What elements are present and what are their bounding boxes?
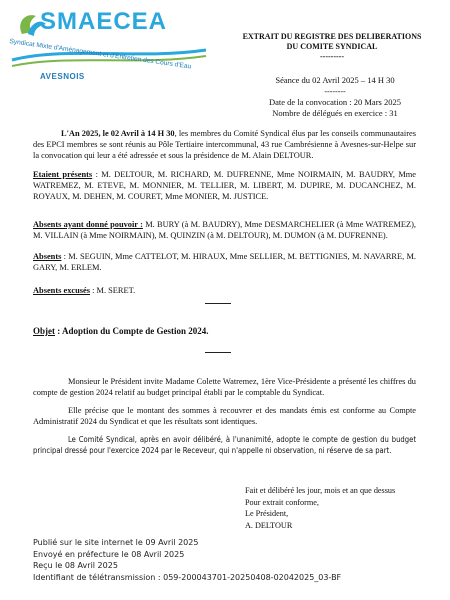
absents-paragraph bbox=[33, 251, 416, 273]
pouvoir-paragraph bbox=[33, 219, 416, 241]
excuses-label: Absents excusés bbox=[33, 286, 90, 295]
separator-2 bbox=[205, 352, 231, 353]
convocation-date: Date de la convocation : 20 Mars 2025 bbox=[269, 97, 401, 107]
logo-tagline: Syndicat Mixte d'Aménagement et d'Entretien des Cours d'Eau bbox=[9, 38, 192, 71]
transmission-footer bbox=[33, 537, 341, 583]
intro-text: , les membres du Comité Syndical élus par les conseils communautaires des EPCI membres se sont réunis au Pôle Tertiaire intercommunal, 43 rue Cambrésienne à Avesnes-sur-Helpe sur la convocation qui leur a été adressée et sous la présidence de M. Alain DELTOUR. bbox=[33, 129, 416, 160]
signature-line-3: Le Président, bbox=[245, 509, 289, 518]
excuses-paragraph bbox=[33, 285, 416, 296]
logo-place: AVESNOIS bbox=[40, 72, 85, 81]
separator-1 bbox=[205, 303, 231, 304]
objet-label: Objet bbox=[33, 326, 55, 336]
header-line-3: --------- bbox=[320, 52, 344, 61]
footer-identifiant: Identifiant de télétransmission : 059-200043701-20250408-02042025_03-BF bbox=[33, 572, 342, 582]
signature-line-1: Fait et délibéré les jour, mois et an que dessus bbox=[245, 486, 396, 495]
body-paragraph-3: Le Comité Syndical, après en avoir délibéré, à l'unanimité, adopte le compte de gestion du budget principal dressé pour l'exercice 2024 par le Receveur, qui n'appelle ni observation, ni réserve de sa part. bbox=[33, 435, 416, 455]
signature-line-2: Pour extrait conforme, bbox=[245, 497, 319, 507]
logo-name: SMAECEA bbox=[40, 8, 168, 35]
objet-line bbox=[33, 326, 209, 336]
absents-text: : M. SEGUIN, Mme CATTELOT, M. HIRAUX, Mme SELLIER, M. BETTIGNIES, M. NAVARRE, M. GARY, M. ERLEM. bbox=[33, 252, 416, 272]
excuses-text: : M. SERET. bbox=[90, 286, 136, 295]
intro-lead: L'An 2025, le 02 Avril à 14 H 30 bbox=[61, 129, 175, 138]
seance-block bbox=[230, 75, 440, 119]
president-name: A. DELTOUR bbox=[245, 520, 293, 530]
footer-publie: Publié sur le site internet le 09 Avril 2025 bbox=[33, 538, 199, 547]
presents-paragraph bbox=[33, 169, 416, 202]
header-line-2: DU COMITE SYNDICAL bbox=[286, 42, 378, 51]
signature-block bbox=[245, 485, 435, 531]
footer-recu: Reçu le 08 Avril 2025 bbox=[33, 561, 118, 570]
absents-label: Absents bbox=[33, 252, 62, 261]
registry-header bbox=[232, 32, 432, 62]
body-paragraph-1: Monsieur le Président invite Madame Colette Watremez, 1ère Vice-Présidente a présenté les chiffres du compte de gestion 2024 relatif au budget principal établi par le comptable du Syndicat. bbox=[33, 377, 416, 397]
delegates-count: Nombre de délégués en exercice : 31 bbox=[272, 108, 398, 118]
smaecea-logo bbox=[8, 4, 208, 92]
objet-text: : Adoption du Compte de Gestion 2024. bbox=[55, 326, 209, 336]
seance-dots: -------- bbox=[324, 87, 346, 96]
footer-envoye: Envoyé en préfecture le 08 Avril 2025 bbox=[33, 549, 185, 559]
intro-paragraph bbox=[33, 128, 416, 161]
pouvoir-text: M. BURY (à M. BAUDRY), Mme DESMARCHELIER (à Mme WATREMEZ), M. VILLAIN (à Mme NOIRMAIN), M. QUINZIN (à M. DELTOUR), M. DUMON (à M. DUFRENNE). bbox=[33, 220, 416, 240]
presents-text: : M. DELTOUR, M. RICHARD, M. DUFRENNE, Mme NOIRMAIN, M. BAUDRY, Mme WATREMEZ, M. ETEVE, M. MONNIER, M. TELLIER, M. LIBERT, M. DUPIRE, M. DUCANCHEZ, M. ROYAUX, M. DEHEN, M. COURET, Mme MONIER, M. JUSTICE. bbox=[33, 170, 416, 201]
body-paragraph-2: Elle précise que le montant des sommes à recouvrer et des mandats émis est conforme au Compte Administratif 2024 du Syndicat et que les résultats sont identiques. bbox=[33, 406, 416, 426]
presents-label: Etaient présents bbox=[33, 170, 93, 179]
pouvoir-label: Absents ayant donné pouvoir : bbox=[33, 220, 143, 229]
seance-date: Séance du 02 Avril 2025 – 14 H 30 bbox=[275, 75, 395, 85]
header-line-1: EXTRAIT DU REGISTRE DES DELIBERATIONS bbox=[242, 32, 422, 41]
